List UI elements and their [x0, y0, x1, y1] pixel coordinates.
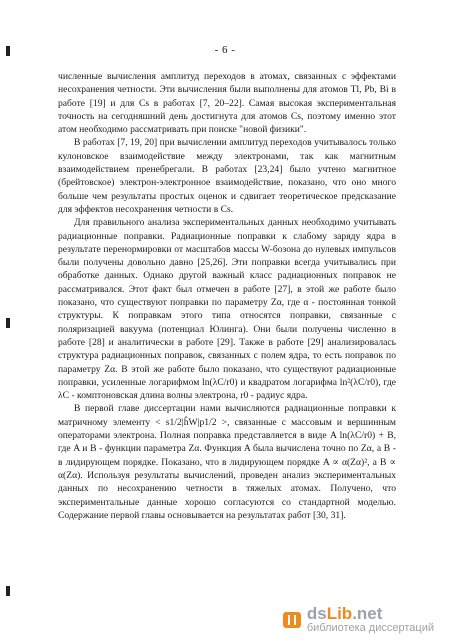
paragraph: Для правильного анализа экспериментальных данных необходимо учитывать радиационные поправки. Радиационные поправки к слабому заряду ядра в результате перенормировки от масштабов массы W-бозона до нулевых импульсов были получены довольно давно [25,26]. Эти поправки всегда учитывались при обработке данных. Однако другой важный класс радиационных поправок не рассматривался. Этот факт был отмечен в работе [27], в этой же работе было показано, что существуют поправки по параметру Zα, где α - постоянная тонкой структуры. К поправкам этого типа относятся поправки, связанные с поляризацией вакуума (потенциал Юлинга). Они были получены численно в работе [28] и аналитически в работе [29]. Также в работе [29] анализировалась структура радиационных поправок, связанных с полем ядра, то есть поправок по параметру Zα. В этой же работе было показано, что существуют радиационные поправки, усиленные логарифмом ln(λC/r0) и квадратом логарифма ln²(λC/r0), где λC - комптоновская длина волны электрона, r0 - радиус ядра. [58, 217, 396, 402]
margin-mark [6, 586, 10, 596]
paragraph: численные вычисления амплитуд переходов в атомах, связанных с эффектами несохранения четности. Эти вычисления были выполнены для атомов Tl, Pb, Bi в работе [19] и для Cs в работах [7, 20–22]. Самая высокая экспериментальная точность на сегодняшний день достигнута для атомов Cs, поэтому именно этот атом необходимо рассматривать при поиске "новой физики". [58, 71, 396, 136]
margin-mark [6, 318, 10, 328]
watermark-brand: dsLib.net [306, 604, 383, 623]
page-number: - 6 - [214, 44, 236, 56]
watermark-tagline: библиотека диссертаций [306, 622, 434, 634]
paragraph: В первой главе диссертации нами вычисляются радиационные поправки к матричному элементу < s1/2|ĥW|p1/2 >, связанные с массовым и вершинным операторами электрона. Полная поправка представляется в виде A ln(λC/r0) + B, где A и B - функции параметра Zα. Функция A была вычислена точно по Zα, а B - в лидирующем порядке. Показано, что в лидирующем порядке A ∝ α(Zα)², а B ∝ α(Zα). Используя результаты вычислений, проведен анализ экспериментальных данных по несохранению четности в тяжелых атомах. Получено, что экспериментальные данные хорошо согласуются со стандартной моделью. Содержание первой главы основывается на результатах работ [30, 31]. [58, 403, 396, 521]
paragraph: В работах [7, 19, 20] при вычислении амплитуд переходов учитывалось только кулоновское взаимодействие между электронами, так как магнитным взаимодействием пренебрегали. В работах [23,24] было учтено магнитное (брейтовское) электрон-электронное взаимодействие, показано, что оно много больше чем результаты простых оценок и сдвигает теоретическое предсказание для эффектов несохранения четности в Cs. [58, 137, 396, 215]
dslib-logo-icon [283, 612, 301, 628]
dslib-watermark [283, 606, 434, 634]
margin-mark [6, 46, 10, 56]
document-body [58, 70, 396, 522]
